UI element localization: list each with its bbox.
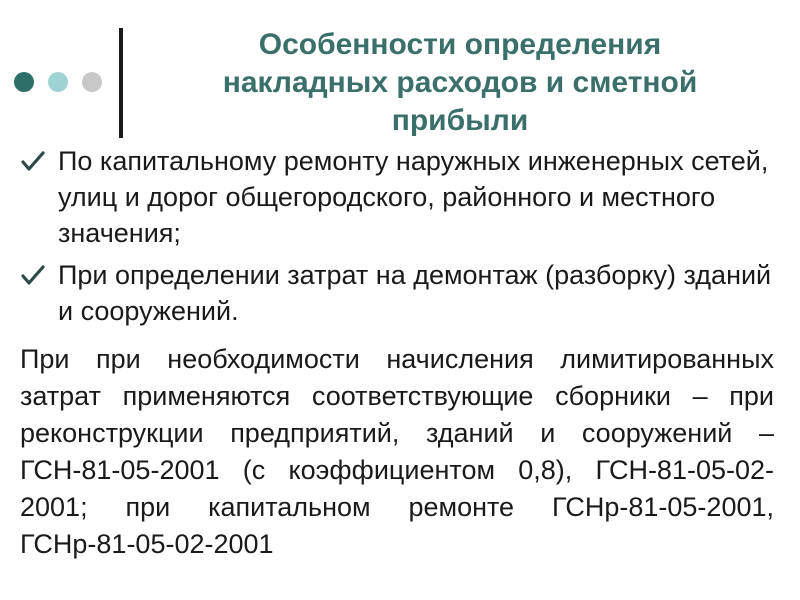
title-line: накладных расходов и сметной [222, 66, 698, 99]
checkmark-icon [20, 148, 46, 174]
title-divider-bar [119, 28, 123, 138]
decorative-dots [14, 72, 102, 92]
bullet-text: По капитальному ремонту наружных инженерных сетей, улиц и дорог общегородского, районного и местного значения; [58, 146, 769, 248]
dot-dark-teal [14, 72, 34, 92]
bullet-text: При определении затрат на демонтаж (разборку) зданий и сооружений. [58, 260, 772, 326]
bullet-list [20, 143, 782, 335]
checkmark-icon [20, 262, 46, 288]
bullet-item [20, 257, 782, 329]
dot-gray [82, 72, 102, 92]
title-line: Особенности определения [258, 28, 662, 61]
dot-light-teal [48, 72, 68, 92]
body-paragraph: При при необходимости начисления лимитированных затрат применяются соответствующие сборники – при реконструкции предприятий, зданий и сооружений – ГСН-81-05-2001 (с коэффициентом 0,8), ГСН-81-05-02-2001; при капитальном ремонте ГСНр-81-05-2001, ГСНр-81-05-02-2001 [20, 344, 774, 559]
bullet-item [20, 143, 782, 251]
slide-title [150, 26, 770, 140]
title-line: прибыли [391, 104, 529, 137]
